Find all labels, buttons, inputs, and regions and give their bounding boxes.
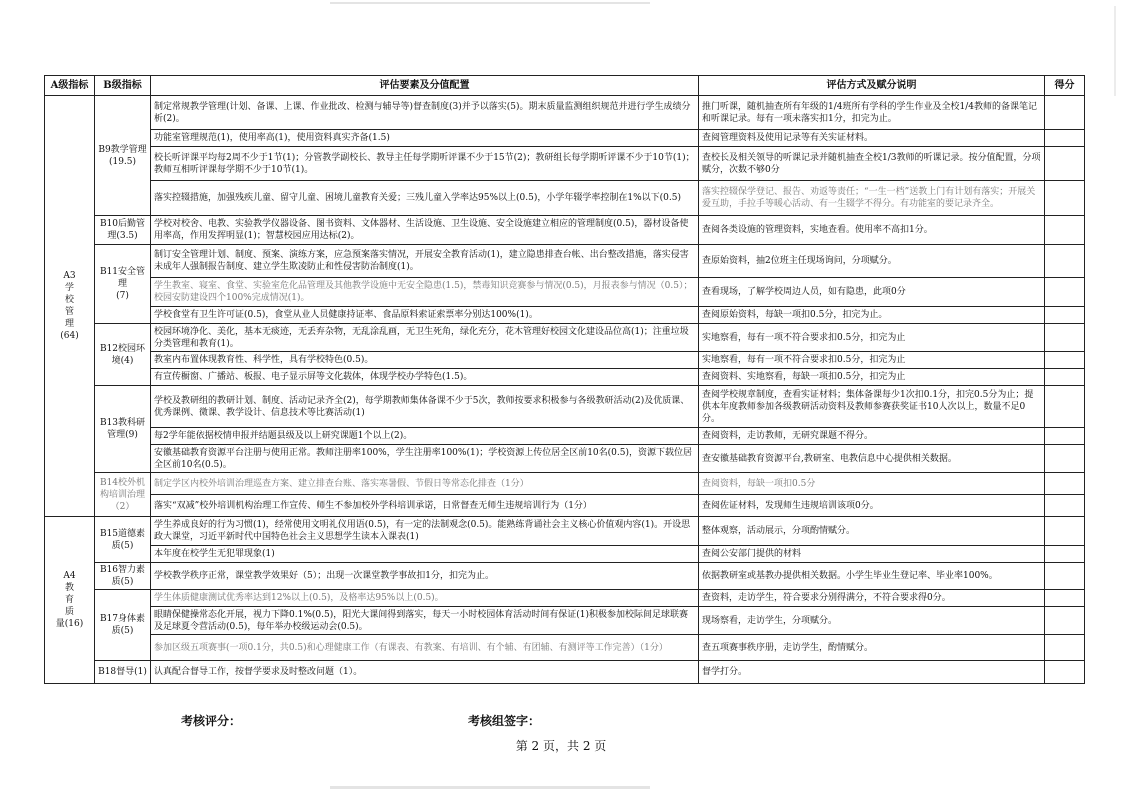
requirement-cell: 学校食堂有卫生许可证(0.5)，食堂从业人员健康持证率、食品原料索证索票率分别达100%(1)。 [151,307,699,324]
requirement-cell: 落实“双减”校外培训机构治理工作宣传、师生不参加校外学科培训承诺，日常督查无师生违规培训行为（1分） [151,495,699,517]
table-header-row [45,76,1085,96]
score-cell[interactable] [1045,245,1085,278]
requirement-cell: 制订安全管理计划、制度、预案、演练方案，应急预案落实情况，开展安全教育活动(1)，建立隐患排查台帐、出台整改措施，落实侵害未成年人强制报告制度、建立学生欺凌防止和性侵害防治制度(1)。 [151,245,699,278]
method-cell: 查阅学校规章制度，查看实证材料；集体备课每少1次扣0.1分，扣完0.5分为止；提供本年度教师参加各级教研活动资料及教师参赛获奖证书10人次以上，数量不足0分。 [699,386,1045,428]
score-cell[interactable] [1045,495,1085,517]
table-row [45,563,1085,590]
table-row [45,635,1085,661]
table-row [45,278,1085,307]
table-row [45,661,1085,684]
method-cell: 查原始资料，抽2位班主任现场询问，分项赋分。 [699,245,1045,278]
b10-indicator: B10后勤管理(3.5) [95,216,151,245]
score-cell[interactable] [1045,607,1085,635]
b14-indicator: B14校外机构培训治理（2） [95,473,151,517]
table-row [45,445,1085,473]
scan-artifact-top [330,2,650,4]
header-score: 得分 [1045,76,1085,96]
table-row [45,590,1085,607]
table-row [45,428,1085,445]
score-cell[interactable] [1045,216,1085,245]
method-cell: 查阅管理资料及使用记录等有关实证材料。 [699,130,1045,147]
table-row [45,517,1085,546]
page-number: 第 2 页，共 2 页 [515,739,607,753]
header-b-level: B级指标 [95,76,151,96]
signature-label: 考核组签字： [468,714,541,728]
scan-artifact-bottom [330,786,650,789]
requirement-cell: 学生养成良好的行为习惯(1)，经常使用文明礼仪用语(0.5)，有一定的法制观念(0.5)。能熟练背诵社会主义核心价值观内容(1)。开设思政大课堂，习近平新时代中国特色社会主义思想学生读本入课表(1) [151,517,699,546]
method-cell: 实地察看，每有一项不符合要求扣0.5分，扣完为止 [699,352,1045,369]
score-cell[interactable] [1045,307,1085,324]
score-cell[interactable] [1045,517,1085,546]
method-cell: 整体观察，活动展示，分项酌情赋分。 [699,517,1045,546]
table-row [45,386,1085,428]
method-cell: 依据教研室或基教办提供相关数据。小学生毕业生登记率、毕业率100%。 [699,563,1045,590]
b17-indicator: B17身体素质(5) [95,590,151,661]
b12-indicator: B12校园环境(4) [95,324,151,386]
score-cell[interactable] [1045,181,1085,216]
method-cell: 查资料，走访学生，符合要求分别得满分，不符合要求得0分。 [699,590,1045,607]
method-cell: 现场察看，走访学生，分项赋分。 [699,607,1045,635]
method-cell: 查看现场，了解学校周边人员，如有隐患，此项0分 [699,278,1045,307]
requirement-cell: 认真配合督导工作，按督学要求及时整改问题（1）。 [151,661,699,684]
b18-indicator: B18督导(1) [95,661,151,684]
method-cell: 推门听课，随机抽查所有年级的1/4班所有学科的学生作业及全校1/4教师的备课笔记和听课记录。每有一项未落实扣1分，扣完为止。 [699,96,1045,130]
requirement-cell: 功能室管理规范(1)，使用率高(1)，使用资料真实齐备(1.5) [151,130,699,147]
requirement-cell: 校长听评课平均每2周不少于1节(1)；分管教学副校长、教导主任每学期听评课不少于15节(2)；教研组长每学期听评课不少于10节(1)；教师互相听评课每学期不少于10节(1)。 [151,147,699,181]
method-cell: 查阅各类设施的管理资料，实地查看。使用率不高扣1分。 [699,216,1045,245]
requirement-cell: 落实控辍措施，加强残疾儿童、留守儿童、困境儿童教育关爱；三残儿童入学率达95%以上(0.5)，小学年辍学率控制在1%以下(0.5) [151,181,699,216]
table-row [45,307,1085,324]
requirement-cell: 学生体质健康测试优秀率达到12%以上(0.5)，及格率达95%以上(0.5)。 [151,590,699,607]
table-row [45,495,1085,517]
requirement-cell: 本年度在校学生无犯罪现象(1) [151,546,699,563]
method-cell: 实地察看，每有一项不符合要求扣0.5分，扣完为止 [699,324,1045,352]
score-cell[interactable] [1045,147,1085,181]
score-cell[interactable] [1045,386,1085,428]
table-row [45,324,1085,352]
requirement-cell: 有宣传橱窗、广播站、板报、电子显示屏等文化载体，体现学校办学特色(1.5)。 [151,369,699,386]
score-cell[interactable] [1045,324,1085,352]
requirement-cell: 制定学区内校外培训治理巡查方案、建立排查台账、落实寒暑假、节假日等常态化排查（1分） [151,473,699,495]
score-cell[interactable] [1045,445,1085,473]
requirement-cell: 参加区级五项赛事(一项0.1分，共0.5)和心理健康工作（有课表、有教案、有培训、有个辅、有团辅、有测评等工作完善）（1分） [151,635,699,661]
method-cell: 查五项赛事秩序册，走访学生，酌情赋分。 [699,635,1045,661]
requirement-cell: 学校对校舍、电教、实验教学仪器设备、图书资料、文体器材、生活设施、卫生设施、安全设施建立相应的管理制度(0.5)，器材设备使用率高，作用发挥明显(1)；智慧校园应用达标(2)。 [151,216,699,245]
score-cell[interactable] [1045,352,1085,369]
method-cell: 查阅原始资料，每缺一项扣0.5分，扣完为止。 [699,307,1045,324]
table-row [45,369,1085,386]
header-a-level: A级指标 [45,76,95,96]
score-cell[interactable] [1045,546,1085,563]
method-cell: 查阅资料、实地察看，每缺一项扣0.5分，扣完为止 [699,369,1045,386]
requirement-cell: 安徽基础教育资源平台注册与使用正常。教师注册率100%，学生注册率100%(1)；学校资源上传位居全区前10名(0.5)，资源下载位居全区前10名(0.5)。 [151,445,699,473]
a3-indicator: A3 学 校 管 理 (64) [45,96,95,517]
table-row [45,181,1085,216]
method-cell: 查阅佐证材料，发现师生违规培训该项0分。 [699,495,1045,517]
score-cell[interactable] [1045,96,1085,130]
requirement-cell: 学校及教研组的教研计划、制度、活动记录齐全(2)，每学期教师集体备课不少于5次，教师按要求积极参与各级教研活动(2)及优质课、优秀课例、微课、教学设计、信息技术等比赛活动(1) [151,386,699,428]
table-row [45,216,1085,245]
b9-indicator: B9教学管理(19.5) [95,96,151,216]
score-cell[interactable] [1045,635,1085,661]
score-cell[interactable] [1045,130,1085,147]
score-cell[interactable] [1045,369,1085,386]
score-label: 考核评分： [181,714,242,728]
method-cell: 查安徽基础教育资源平台,教研室、电教信息中心提供相关数据。 [699,445,1045,473]
method-cell: 督学打分。 [699,661,1045,684]
score-cell[interactable] [1045,590,1085,607]
score-cell[interactable] [1045,428,1085,445]
score-cell[interactable] [1045,278,1085,307]
table-row [45,546,1085,563]
table-row [45,352,1085,369]
table-row [45,245,1085,278]
score-cell[interactable] [1045,661,1085,684]
requirement-cell: 眼睛保健操常态化开展，视力下降0.1%(0.5)，阳光大课间得到落实，每天一小时校园体育活动时间有保证(1)积极参加校际间足球联赛及足球夏令营活动(0.5)，每年举办校级运动会(0.5)。 [151,607,699,635]
b16-indicator: B16智力素质(5) [95,563,151,590]
requirement-cell: 制定常规教学管理(计划、备课、上课、作业批改、检测与辅导等)督查制度(3)并予以落实(5)。期末质量监测组织规范并进行学生成绩分析(2)。 [151,96,699,130]
requirement-cell: 每2学年能依据校情申报并结题县级及以上研究课题1个以上(2)。 [151,428,699,445]
method-cell: 查阅资料，每缺一项扣0.5分 [699,473,1045,495]
score-cell[interactable] [1045,563,1085,590]
table-row [45,130,1085,147]
evaluation-table [44,75,1085,684]
requirement-cell: 教室内布置体现教育性、科学性，具有学校特色(0.5)。 [151,352,699,369]
b11-indicator: B11安全管理 (7) [95,245,151,324]
header-requirements: 评估要素及分值配置 [151,76,699,96]
method-cell: 查阅公安部门提供的材料 [699,546,1045,563]
method-cell: 查校长及相关领导的听课记录并随机抽查全校1/3教师的听课记录。按分值配置，分项赋分，次数不够0分 [699,147,1045,181]
requirement-cell: 学生教室、寝室、食堂、实验室危化品管理及其他教学设施中无安全隐患(1.5)，禁毒知识竞赛参与情况(0.5)，月报表参与情况（0.5）；校园安防建设四个100%完成情况(1)。 [151,278,699,307]
a4-indicator: A4 教 育 质 量(16) [45,517,95,684]
b13-indicator: B13教科研管理(9) [95,386,151,473]
table-row [45,607,1085,635]
table-row [45,473,1085,495]
requirement-cell: 校园环境净化、美化，基本无痰迹，无丢弃杂物，无乱涂乱画，无卫生死角，绿化充分，花木管理好校园文化建设品位高(1)；注重垃圾分类管理和教育(1)。 [151,324,699,352]
header-method: 评估方式及赋分说明 [699,76,1045,96]
table-row [45,147,1085,181]
method-cell: 查阅资料，走访教师，无研究课题不得分。 [699,428,1045,445]
b15-indicator: B15道德素质(5) [95,517,151,563]
table-row [45,96,1085,130]
score-cell[interactable] [1045,473,1085,495]
requirement-cell: 学校教学秩序正常，课堂教学效果好（5）；出现一次课堂教学事故扣1分，扣完为止。 [151,563,699,590]
method-cell: 落实控辍保学登记、报告、劝返等责任；“一生一档”送教上门有计划有落实；开展关爱互助，手拉手等暖心活动、有一生辍学不得分。有功能室的要记录齐全。 [699,181,1045,216]
scan-artifact-side [1114,6,1116,96]
